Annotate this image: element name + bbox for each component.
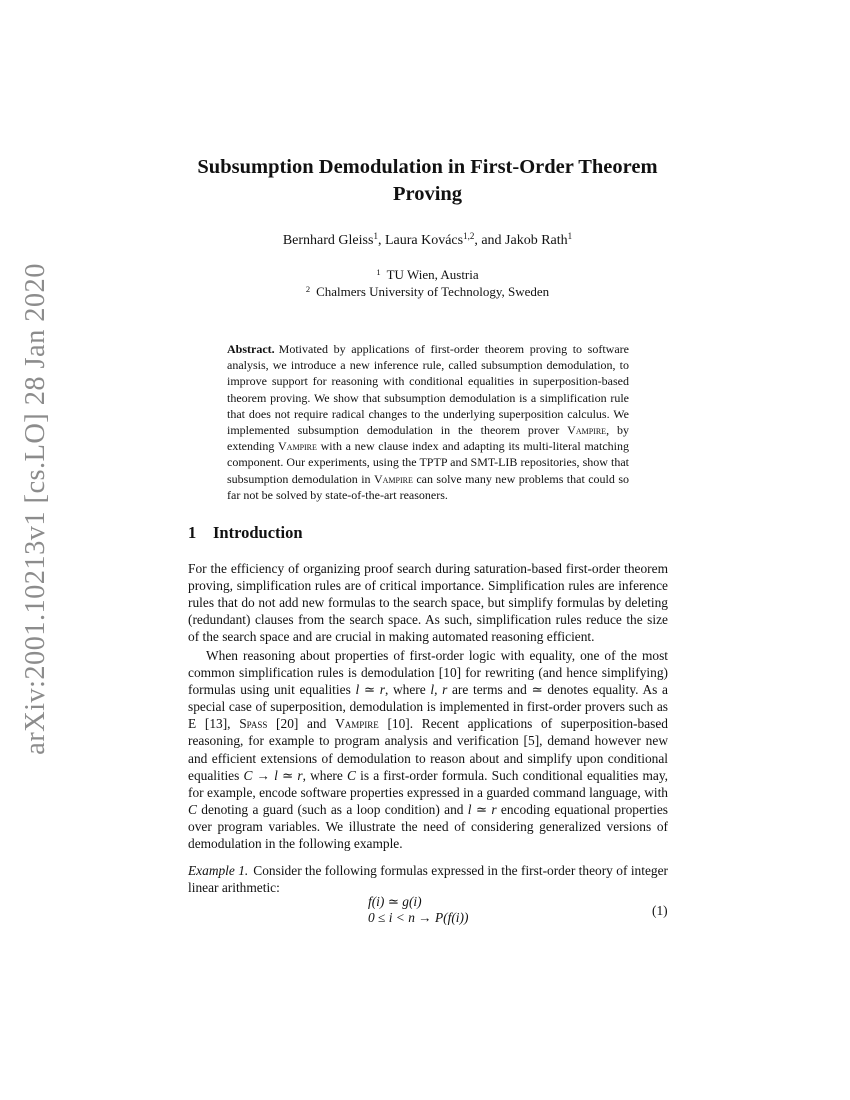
affiliation-marker: 1: [567, 231, 573, 241]
author-list: [180, 232, 675, 250]
math-inline: C: [188, 801, 197, 817]
intro-paragraph-2: [188, 647, 668, 852]
affiliation-text: Chalmers University of Technology, Sweden: [316, 284, 550, 299]
example-text: Consider the following formulas expressed in the first-order theory of integer linear arithmetic:: [188, 863, 668, 896]
abstract-label: Abstract.: [227, 342, 275, 356]
affiliation-text: TU Wien, Austria: [386, 267, 479, 282]
section-title: Introduction: [213, 523, 303, 542]
affiliation-marker: 1,2: [463, 231, 475, 241]
arxiv-side-stamp: [6, 263, 66, 755]
math-inline: C: [347, 767, 356, 783]
equation-number: (1): [652, 903, 668, 918]
paragraph-text: encoding equational properties over program variables. We illustrate the need of considering generalized versions of demodulation in the following example.: [188, 801, 668, 852]
affiliation-mark: 1: [376, 267, 381, 277]
paragraph-text: denotes equality. As a special case of superposition, demodulation is implemented in first-order provers such as E [13],: [188, 682, 668, 732]
paragraph-text: [10]. Recent applications of superposition-based reasoning, for example to program analysis and verification [5], demand however new and efficient extensions of demodulation to reason about and simplify upon conditional equalities: [188, 716, 668, 783]
section-number: 1: [188, 523, 197, 542]
author-name: Jakob Rath: [505, 233, 568, 248]
author-separator: , and: [474, 233, 506, 248]
math-inline: l ≃ r: [467, 801, 497, 817]
abstract-text: , by extending: [227, 423, 629, 454]
paragraph-text: [20] and: [267, 716, 336, 732]
vampire-name: Vampire: [278, 439, 317, 454]
math-inline: l, r: [430, 682, 448, 698]
example-1: [188, 862, 668, 896]
paragraph-text: are terms and: [447, 682, 532, 698]
affiliation-mark: 2: [305, 284, 311, 294]
paragraph-text: , where: [384, 682, 431, 698]
formula-line-1: f(i) ≃ g(i): [368, 894, 422, 909]
title-line-1: Subsumption Demodulation in First-Order Theorem: [197, 156, 658, 178]
paragraph-text: When reasoning about properties of first-order logic with equality, one of the most common simplification rules is demodulation [10] for rewriting (and hence simplifying) formulas using unit equalities: [188, 648, 668, 698]
vampire-name: Vampire: [373, 471, 413, 486]
vampire-name: Vampire: [567, 423, 607, 438]
arxiv-identifier: arXiv:2001.10213v1 [cs.LO] 28 Jan 2020: [20, 263, 51, 755]
paragraph-text: denoting a guard (such as a loop condition) and: [196, 801, 468, 817]
abstract-text: can solve many new problems that could so far not be solved by state-of-the-art reasoners.: [227, 471, 629, 502]
affiliation-marker: 1: [373, 231, 378, 241]
math-inline: l ≃ r: [355, 682, 385, 698]
section-heading: [188, 523, 303, 543]
paper-title: [140, 154, 715, 208]
intro-paragraph-1: For the efficiency of organizing proof search during saturation-based first-order theorem proving, simplification rules are of critical importance. Simplification rules are inference rules that do not add new formulas to the search space, but simplify formulas by deleting (redundant) clauses from the search space. As such, simplification rules reduce the size of the search space and are crucial in making automated reasoning efficient.: [188, 561, 668, 645]
paragraph-text: is a first-order formula. Such conditional equalities may, for example, encode software properties expressed in a guarded command language, with: [188, 767, 668, 800]
math-inline: C → l ≃ r: [243, 767, 303, 783]
affiliation-2: [180, 281, 675, 300]
example-label: Example 1.: [188, 863, 249, 878]
math-inline: ≃: [531, 682, 543, 698]
vampire-name: Vampire: [335, 716, 379, 732]
abstract-text: Motivated by applications of first-order theorem proving to software analysis, we introduce a new inference rule, called subsumption demodulation, to improve support for reasoning with conditional equalities in superposition-based theorem proving. We show that subsumption demodulation is a simplification rule that does not require radical changes to the underlying superposition calculus. We implemented subsumption demodulation in the theorem prover: [227, 342, 629, 438]
abstract: [227, 341, 629, 503]
abstract-text: with a new clause index and adapting its multi-literal matching component. Our experiments, using the TPTP and SMT-LIB repositories, show that subsumption demodulation in: [227, 439, 630, 486]
formula-line-2: 0 ≤ i < n → P(f(i)): [368, 910, 469, 925]
spass-name: Spass: [239, 716, 268, 732]
author-name: Laura Kovács: [384, 233, 464, 248]
paragraph-text: , where: [302, 767, 347, 783]
author-name: Bernhard Gleiss: [282, 233, 374, 248]
formula-block: [368, 894, 468, 926]
author-separator: ,: [377, 233, 385, 248]
title-line-2: Proving: [392, 183, 463, 205]
